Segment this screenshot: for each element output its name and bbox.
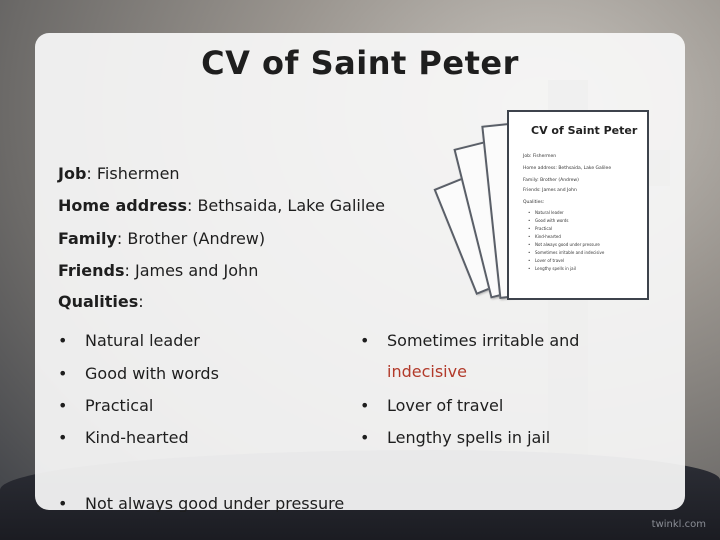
friends-value: : James and John — [124, 261, 259, 280]
quality-text: Lengthy spells in jail — [387, 428, 551, 447]
quality-text-continuation: indecisive — [387, 362, 467, 381]
quality-text: Practical — [85, 396, 154, 415]
cv-thumbnail-title: CV of Saint Peter — [531, 124, 638, 137]
bullet-icon: • — [360, 331, 370, 350]
cv-thumbnail-line: Home address: Bethsaida, Lake Galilee — [523, 166, 612, 171]
bullet-icon: • — [58, 364, 68, 383]
slide-title: CV of Saint Peter — [201, 44, 519, 82]
bullet-icon: • — [58, 331, 68, 350]
cv-thumbnail-quality: • Sometimes irritable and indecisive — [535, 250, 604, 255]
bullet-icon: • — [58, 494, 68, 512]
bullet-icon: • — [58, 428, 68, 447]
home-address-field — [58, 196, 385, 215]
watermark: twinkl.com — [651, 519, 706, 530]
cv-thumbnail-quality: • Practical — [535, 226, 552, 231]
bullet-icon: • — [360, 396, 370, 415]
qualities-label: Qualities — [58, 292, 139, 311]
quality-text: Not always good under pressure — [85, 494, 345, 512]
home-address-value: : Bethsaida, Lake Galilee — [186, 196, 385, 215]
family-value: : Brother (Andrew) — [116, 229, 266, 248]
job-value: : Fishermen — [86, 164, 180, 183]
cv-thumbnail-line: Family: Brother (Andrew) — [523, 178, 579, 183]
qualities-heading — [58, 292, 144, 311]
cv-thumbnail-quality: • Kind-hearted — [535, 234, 561, 239]
cv-thumbnail-quality: • Lengthy spells in jail — [535, 266, 576, 271]
family-label: Family — [58, 229, 117, 248]
bullet-icon: • — [58, 396, 68, 415]
cv-thumbnail-line: Qualities: — [523, 200, 545, 205]
cv-thumbnail-quality: • Natural leader — [535, 210, 564, 215]
job-field — [58, 164, 180, 183]
qualities-colon: : — [138, 292, 144, 311]
quality-text: Lover of travel — [387, 396, 504, 415]
cv-thumbnail-quality: • Not always good under pressure — [535, 242, 600, 247]
quality-text: Natural leader — [85, 331, 200, 350]
quality-text: Kind-hearted — [85, 428, 189, 447]
family-field — [58, 229, 265, 248]
cv-thumbnail-quality: • Lover of travel — [535, 258, 564, 263]
friends-field — [58, 261, 258, 280]
bullet-icon: • — [360, 428, 370, 447]
job-label: Job — [58, 164, 87, 183]
friends-label: Friends — [58, 261, 125, 280]
quality-text: Good with words — [85, 364, 219, 383]
cv-thumbnail-line: Friends: James and John — [523, 188, 577, 193]
quality-text: Sometimes irritable and — [387, 331, 580, 350]
cv-thumbnail-line: Job: Fishermen — [523, 154, 557, 159]
cv-thumbnail — [507, 110, 649, 300]
home-address-label: Home address — [58, 196, 187, 215]
cv-thumbnail-quality: • Good with words — [535, 218, 568, 223]
